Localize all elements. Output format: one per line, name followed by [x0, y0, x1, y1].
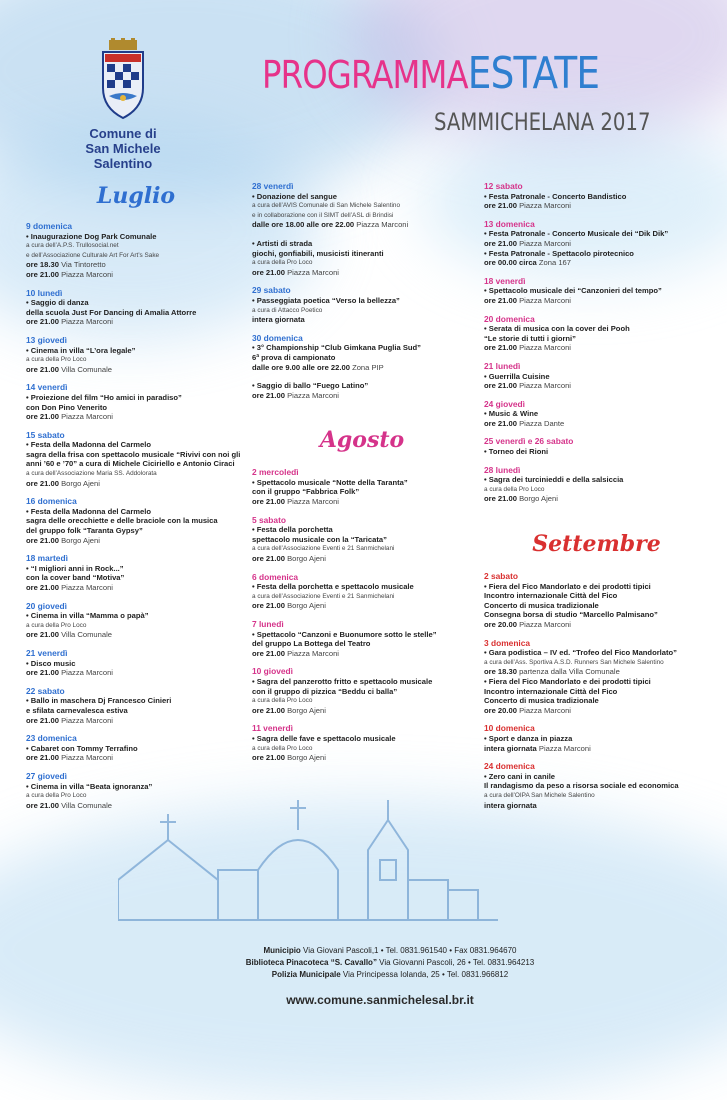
- event-title: Il randagismo da peso a risorsa sociale ed economica: [484, 781, 679, 791]
- event-title: • Sagra del panzerotto fritto e spettacolo musicale: [252, 676, 433, 686]
- event-time-place: [484, 343, 709, 353]
- event-title: • Fiera del Fico Mandorlato e dei prodotti tipici: [484, 581, 651, 591]
- event-date: 13 giovedì: [26, 334, 67, 345]
- event-time: dalle ore 9.00 alle ore 22.00: [252, 362, 350, 372]
- event-title: • Cinema in villa “Beata ignoranza”: [26, 781, 153, 791]
- event-item: [484, 277, 709, 306]
- event-time: ore 21.00: [26, 715, 59, 725]
- event-time: ore 21.00: [484, 494, 517, 504]
- event-time: ore 18.30: [484, 667, 517, 677]
- event-place: Piazza Marconi: [356, 220, 409, 230]
- event-date: 18 venerdì: [484, 275, 526, 286]
- event-time-place: [26, 716, 246, 726]
- event-time-place: [26, 412, 246, 422]
- event-time-place: [26, 630, 246, 640]
- event-date: 13 domenica: [484, 218, 535, 229]
- event-title: • Spettacolo musicale dei “Canzonieri del tempo”: [484, 286, 662, 296]
- event-place: Piazza Dante: [519, 418, 565, 428]
- event-title: Incontro internazionale Città del Fico: [484, 591, 618, 601]
- event-item: [26, 431, 246, 489]
- event-time-place: [252, 706, 472, 716]
- event-organizer: a cura della Pro Loco: [26, 792, 87, 800]
- event-place: Borgo Ajeni: [287, 753, 326, 763]
- event-organizer: e dell’Associazione Culturale Art For Art’s Sake: [26, 251, 160, 259]
- event-place: Via Tintoretto: [61, 260, 106, 270]
- event-title: • Ballo in maschera Dj Francesco Cinieri: [26, 696, 172, 706]
- event-time: ore 21.00: [252, 705, 285, 715]
- event-item: [252, 516, 472, 564]
- event-time: ore 21.00: [484, 295, 517, 305]
- event-item: [252, 620, 472, 658]
- event-item: [26, 687, 246, 725]
- event-place: Piazza Marconi: [61, 753, 113, 763]
- event-item: [484, 437, 709, 456]
- event-place: Piazza Marconi: [287, 497, 339, 507]
- event-place: Piazza Marconi: [519, 705, 571, 715]
- website-link[interactable]: www.comune.sanmichelesal.br.it: [286, 993, 474, 1007]
- event-time: ore 21.00: [252, 648, 285, 658]
- event-time: ore 21.00: [252, 390, 285, 400]
- comune-name-line1: Comune di: [89, 126, 157, 141]
- event-organizer: a cura della Pro Loco: [252, 744, 313, 752]
- event-item: [26, 336, 246, 374]
- event-title: • Proiezione del film “Ho amici in paradiso”: [26, 392, 182, 402]
- event-title: giochi, gonfiabili, musicisti itineranti: [252, 248, 384, 258]
- event-title: • Sport e danza in piazza: [484, 733, 573, 743]
- event-time-place: [26, 317, 246, 327]
- event-date: 11 venerdì: [252, 723, 293, 734]
- event-date: 27 giovedì: [26, 770, 67, 781]
- event-item: [484, 220, 709, 268]
- event-date: 10 giovedì: [252, 666, 293, 677]
- event-title: • Festa della Madonna del Carmelo: [26, 506, 152, 516]
- footer-line-municipio: Municipio Via Giovani Pascoli,1 • Tel. 0831.961540 • Fax 0831.964670: [263, 946, 517, 955]
- event-date: 2 mercoledì: [252, 467, 299, 478]
- event-time: dalle ore 18.00 alle ore 22.00: [252, 220, 355, 230]
- event-title: Concerto di musica tradizionale: [484, 600, 599, 610]
- event-item: [26, 734, 246, 763]
- program-column-1: [26, 182, 246, 819]
- event-title: con Don Pino Venerito: [26, 402, 108, 412]
- month-heading: Agosto: [319, 427, 405, 454]
- event-time: ore 21.00: [26, 800, 59, 810]
- event-time-place: [252, 391, 472, 401]
- event-place: Piazza Marconi: [519, 343, 571, 353]
- event-place: Piazza Marconi: [61, 317, 113, 327]
- event-place: Borgo Ajeni: [287, 601, 326, 611]
- event-item: [26, 602, 246, 640]
- event-time-place: [26, 479, 246, 489]
- event-title: • Festa della porchetta: [252, 525, 333, 535]
- event-place: Villa Comunale: [61, 364, 112, 374]
- event-time-place: [26, 365, 246, 375]
- event-date: 30 domenica: [252, 332, 303, 343]
- contact-footer: [180, 945, 600, 981]
- event-title: • “I migliori anni in Rock...”: [26, 563, 124, 573]
- event-organizer: a cura di Attacco Poetico: [252, 306, 323, 314]
- event-item: [26, 222, 246, 280]
- event-place: Borgo Ajeni: [287, 554, 326, 564]
- event-item: [484, 724, 709, 753]
- event-date: 14 venerdì: [26, 382, 68, 393]
- event-time-place: [26, 753, 246, 763]
- event-time-place: [252, 601, 472, 611]
- event-time: ore 21.00: [26, 583, 59, 592]
- event-time: ore 21.00: [252, 601, 285, 611]
- event-date: 28 venerdì: [252, 181, 294, 191]
- event-place: Piazza Marconi: [287, 390, 339, 400]
- event-place: Piazza Marconi: [61, 269, 113, 279]
- event-place: Villa Comunale: [61, 800, 112, 810]
- event-title: • Spettacolo “Canzoni e Buonumore sotto le stelle”: [252, 629, 437, 639]
- event-title: della scuola Just For Dancing di Amalia Attorre: [26, 307, 197, 317]
- event-item: [252, 239, 472, 277]
- event-organizer: a cura della Pro Loco: [484, 485, 545, 493]
- event-time: intera giornata: [484, 743, 537, 753]
- event-title: intera giornata: [252, 315, 305, 325]
- event-item: [252, 182, 472, 230]
- event-time: ore 21.00: [26, 630, 59, 640]
- event-title: Incontro internazionale Città del Fico: [484, 686, 618, 696]
- event-item: [484, 466, 709, 504]
- event-time: ore 00.00 circa: [484, 258, 537, 268]
- event-item: [26, 497, 246, 545]
- event-date: 29 sabato: [252, 285, 291, 296]
- event-item: [484, 572, 709, 630]
- event-item: [26, 383, 246, 421]
- event-title: • Festa Patronale - Concerto Bandistico: [484, 191, 627, 201]
- footer-line-biblioteca: Biblioteca Pinacoteca “S. Cavallo” Via Giovanni Pascoli, 26 • Tel. 0831.964213: [245, 958, 535, 967]
- event-time: ore 21.00: [484, 238, 517, 248]
- page-subtitle: SAMMICHELANA 2017: [434, 108, 651, 136]
- event-item: [252, 381, 472, 400]
- event-time: ore 21.00: [252, 497, 285, 507]
- event-time-place: [484, 494, 709, 504]
- event-time-place: [252, 554, 472, 564]
- event-date: 12 sabato: [484, 181, 523, 191]
- event-item: [26, 289, 246, 327]
- page-title: [262, 48, 599, 99]
- event-title: • Festa Patronale - Concerto Musicale dei “Dik Dik”: [484, 229, 669, 239]
- event-time-place: [484, 258, 709, 268]
- event-date: 28 lunedì: [484, 464, 521, 475]
- event-time: ore 21.00: [484, 418, 517, 428]
- event-place: Piazza Marconi: [519, 201, 571, 211]
- event-time-place: [484, 296, 709, 306]
- event-date: 7 lunedì: [252, 619, 284, 629]
- event-time-place: [252, 220, 472, 230]
- event-time: ore 21.00: [26, 753, 59, 763]
- event-place: Piazza Marconi: [61, 412, 113, 422]
- event-time: ore 21.00: [484, 381, 517, 391]
- event-time-place: [26, 270, 246, 280]
- event-title: • Cinema in villa “Mamma o papà”: [26, 611, 149, 621]
- event-title: spettacolo musicale con la “Taricata”: [252, 534, 387, 544]
- event-organizer: a cura della Pro Loco: [26, 621, 87, 629]
- event-time-place: [252, 753, 472, 763]
- event-title: sagra della frisa con spettacolo musicale “Rivivi con noi gli: [26, 449, 241, 459]
- event-organizer: a cura della Pro Loco: [252, 697, 313, 705]
- event-title: e sfilata carnevalesca estiva: [26, 705, 128, 715]
- event-item: [252, 724, 472, 762]
- event-place: Piazza Marconi: [61, 668, 113, 678]
- event-place: Borgo Ajeni: [287, 705, 326, 715]
- event-time: ore 21.00: [252, 267, 285, 277]
- event-time-place: [484, 620, 709, 630]
- event-place: Piazza Marconi: [287, 267, 339, 277]
- event-date: 22 sabato: [26, 685, 65, 696]
- event-title: • Disco music: [26, 658, 76, 668]
- event-title: con il gruppo di pizzica “Beddu ci balla”: [252, 686, 398, 696]
- church-skyline-icon: [118, 770, 538, 960]
- event-time: ore 21.00: [252, 554, 285, 564]
- event-item: [26, 649, 246, 678]
- event-title: intera giornata: [484, 800, 537, 810]
- event-title: sagra delle orecchiette e delle braciole con la musica: [26, 516, 218, 526]
- event-title: • Passeggiata poetica “Verso la bellezza”: [252, 295, 400, 305]
- event-item: [26, 554, 246, 592]
- event-place: Zona PIP: [352, 362, 384, 372]
- event-item: [484, 315, 709, 353]
- event-place: Piazza Marconi: [519, 381, 571, 391]
- event-time: ore 21.00: [26, 478, 59, 488]
- event-title: del gruppo La Bottega del Teatro: [252, 639, 371, 649]
- event-item: [484, 639, 709, 716]
- event-time-place: [484, 381, 709, 391]
- title-programma: PROGRAMMA: [262, 53, 468, 97]
- event-item: [484, 400, 709, 429]
- event-time-place: [484, 744, 709, 754]
- event-time-place: [252, 649, 472, 659]
- event-organizer: a cura dell’Associazione Eventi e 21 Sanmichelani: [252, 592, 395, 600]
- event-time: ore 21.00: [484, 343, 517, 353]
- event-time-place: [26, 668, 246, 678]
- event-time: ore 21.00: [26, 269, 59, 279]
- event-date: 23 domenica: [26, 733, 77, 744]
- event-organizer: e in collaborazione con il SIMT dell’ASL di Brindisi: [252, 211, 394, 219]
- event-organizer: a cura dell’Ass. Sportiva A.S.D. Runners San Michele Salentino: [484, 658, 664, 666]
- event-place: Piazza Marconi: [519, 620, 571, 629]
- event-date: 9 domenica: [26, 221, 73, 231]
- event-title: 6ª prova di campionato: [252, 352, 336, 362]
- event-title: • Cinema in villa “L’ora legale”: [26, 345, 136, 355]
- event-organizer: a cura dell’OIPA San Michele Salentino: [484, 791, 595, 799]
- event-title: • Gara podistica – IV ed. “Trofeo del Fico Mandorlato”: [484, 648, 677, 658]
- event-title: Consegna borsa di studio “Marcello Palmisano”: [484, 610, 658, 620]
- event-time: ore 21.00: [26, 364, 59, 374]
- event-title: • Festa della porchetta e spettacolo musicale: [252, 582, 414, 592]
- comune-logo: [68, 38, 178, 171]
- program-column-2: [252, 182, 472, 772]
- event-time-place: [484, 201, 709, 211]
- event-title: • Zero cani in canile: [484, 771, 556, 781]
- event-time-place: [26, 583, 246, 593]
- event-title: con la cover band “Motiva”: [26, 573, 125, 583]
- event-date: 24 giovedì: [484, 398, 525, 409]
- event-time-place: [484, 667, 709, 677]
- event-organizer: a cura della Pro Loco: [26, 356, 87, 364]
- event-organizer: a cura della Pro Loco: [252, 259, 313, 267]
- event-title: • Sagra delle fave e spettacolo musicale: [252, 733, 396, 743]
- event-date: 10 lunedì: [26, 287, 63, 298]
- event-time-place: [484, 419, 709, 429]
- event-organizer: a cura dell’A.P.S. Trullosocial.net: [26, 242, 119, 250]
- event-date: 18 martedì: [26, 553, 68, 564]
- event-time: ore 20.00: [484, 705, 517, 715]
- event-date: 25 venerdì e 26 sabato: [484, 436, 574, 447]
- event-time: ore 21.00: [252, 753, 285, 763]
- event-time: ore 21.00: [26, 535, 59, 545]
- event-organizer: a cura dell’Associazione Eventi e 21 Sanmichelani: [252, 545, 395, 553]
- event-title: • Serata di musica con la cover dei Pooh: [484, 324, 630, 334]
- event-date: 21 lunedì: [484, 360, 521, 371]
- event-date: 6 domenica: [252, 571, 299, 582]
- event-date: 15 sabato: [26, 429, 65, 440]
- event-time-place: [252, 497, 472, 507]
- event-date: 2 sabato: [484, 571, 518, 582]
- event-place: Piazza Marconi: [538, 743, 591, 753]
- event-date: 24 domenica: [484, 761, 535, 772]
- event-title: • Sagra dei turcinieddi e della salsiccia: [484, 475, 624, 485]
- event-time: ore 21.00: [484, 201, 517, 211]
- event-time-place: [252, 363, 472, 373]
- event-organizer: a cura dell’AVIS Comunale di San Michele Salentino: [252, 202, 401, 210]
- event-title: • Festa Patronale - Spettacolo pirotecnico: [484, 248, 634, 258]
- event-date: 5 sabato: [252, 514, 286, 525]
- event-time: ore 21.00: [26, 412, 59, 422]
- event-time-place: [252, 268, 472, 278]
- event-title: • Donazione del sangue: [252, 191, 337, 201]
- event-title: • Inaugurazione Dog Park Comunale: [26, 231, 157, 241]
- event-date: 3 domenica: [484, 637, 531, 648]
- month-heading: Luglio: [96, 183, 176, 209]
- event-place: Piazza Marconi: [287, 648, 339, 658]
- event-title: • 3° Championship “Club Gimkana Puglia Sud”: [252, 343, 421, 353]
- event-time-place: [26, 260, 246, 270]
- event-title: • Artisti di strada: [252, 238, 313, 248]
- event-place: partenza dalla Villa Comunale: [519, 667, 620, 677]
- event-item: [252, 573, 472, 611]
- event-title: “Le storie di tutti i giorni”: [484, 333, 576, 343]
- event-title: • Torneo dei Rioni: [484, 447, 549, 457]
- event-item: [252, 286, 472, 324]
- event-title: • Saggio di ballo “Fuego Latino”: [252, 381, 369, 391]
- title-estate: ESTATE: [467, 48, 600, 99]
- event-date: 21 venerdì: [26, 647, 68, 658]
- event-title: del gruppo folk “Taranta Gypsy”: [26, 526, 143, 536]
- event-place: Borgo Ajeni: [519, 494, 558, 504]
- program-column-3: [484, 182, 709, 819]
- event-place: Piazza Marconi: [519, 295, 571, 305]
- event-time: ore 21.00: [26, 317, 59, 327]
- event-title: • Festa della Madonna del Carmelo: [26, 440, 152, 450]
- event-time-place: [484, 239, 709, 249]
- event-title: • Music & Wine: [484, 409, 539, 419]
- event-item: [252, 468, 472, 506]
- event-title: • Fiera del Fico Mandorlato e dei prodotti tipici: [484, 676, 651, 686]
- month-heading: Settembre: [532, 531, 661, 558]
- event-item: [252, 334, 472, 372]
- event-item: [484, 362, 709, 391]
- event-title: • Saggio di danza: [26, 298, 89, 308]
- coat-of-arms-icon: [95, 38, 151, 122]
- event-place: Villa Comunale: [61, 630, 112, 640]
- event-title: • Cabaret con Tommy Terrafino: [26, 743, 138, 753]
- event-date: 10 domenica: [484, 723, 535, 734]
- event-item: [484, 182, 709, 211]
- event-place: Borgo Ajeni: [61, 535, 100, 545]
- event-place: Piazza Marconi: [61, 715, 113, 725]
- event-time: ore 20.00: [484, 620, 517, 629]
- event-title: anni ’60 e ’70” a cura di Michele Ciciriello e Antonio Ciraci: [26, 459, 235, 469]
- event-title: • Guerrilla Cuisine: [484, 371, 550, 381]
- event-organizer: a cura dell’Associazione Maria SS. Addolorata: [26, 470, 157, 478]
- event-title: Concerto di musica tradizionale: [484, 696, 599, 706]
- event-place: Borgo Ajeni: [61, 478, 100, 488]
- event-title: con il gruppo “Fabbrica Folk”: [252, 487, 360, 497]
- event-place: Piazza Marconi: [519, 238, 571, 248]
- footer-line-polizia: Polizia Municipale Via Principessa Iolanda, 25 • Tel. 0831.966812: [271, 970, 509, 979]
- event-place: Piazza Marconi: [61, 583, 113, 592]
- event-item: [252, 667, 472, 715]
- event-date: 20 giovedì: [26, 600, 67, 611]
- event-title: • Spettacolo musicale “Notte della Taranta”: [252, 477, 408, 487]
- event-time-place: [484, 706, 709, 716]
- event-date: 20 domenica: [484, 313, 535, 324]
- event-time-place: [26, 536, 246, 546]
- event-time: ore 21.00: [26, 668, 59, 678]
- event-date: 16 domenica: [26, 496, 77, 507]
- event-place: Zona 167: [538, 258, 571, 268]
- comune-name-line2: San Michele Salentino: [85, 141, 161, 171]
- event-time: ore 18.30: [26, 260, 59, 270]
